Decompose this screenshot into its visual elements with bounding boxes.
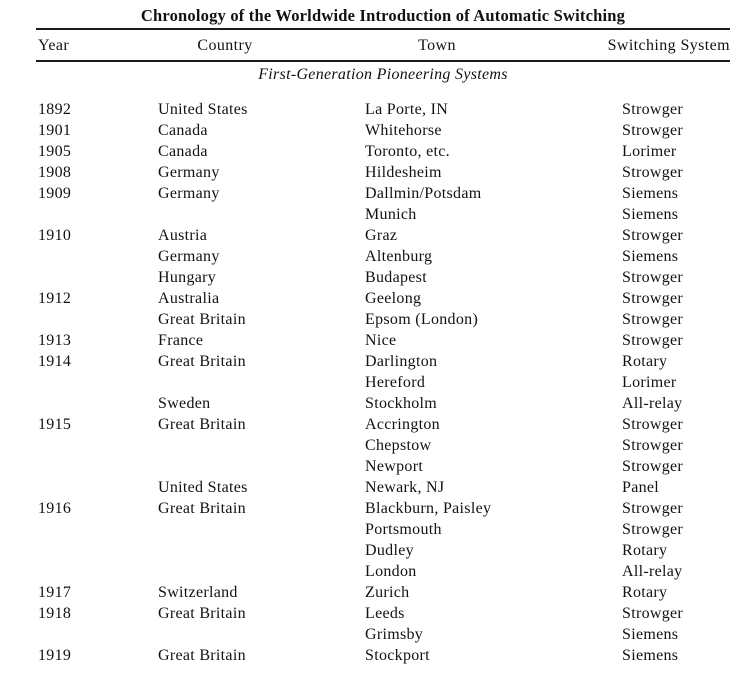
table-row bbox=[38, 582, 730, 603]
town-cell: Hereford bbox=[365, 374, 426, 391]
year-cell: 1915 bbox=[38, 416, 72, 433]
table-row bbox=[38, 645, 730, 666]
table-row bbox=[38, 519, 730, 540]
year-cell: 1910 bbox=[38, 227, 72, 244]
town-cell: Newport bbox=[365, 458, 424, 475]
chronology-table bbox=[36, 0, 730, 689]
table-row bbox=[38, 99, 730, 120]
country-cell: Canada bbox=[158, 122, 208, 139]
country-cell bbox=[158, 540, 365, 561]
town-cell: Dallmin/Potsdam bbox=[365, 185, 482, 202]
town-cell: Blackburn, Paisley bbox=[365, 500, 492, 517]
country-cell bbox=[158, 561, 365, 582]
system-cell: Strowger bbox=[622, 416, 684, 433]
column-header-country: Country bbox=[197, 37, 253, 54]
table-row bbox=[38, 498, 730, 519]
town-cell: Zurich bbox=[365, 584, 410, 601]
system-cell: Strowger bbox=[622, 269, 684, 286]
table-row bbox=[38, 162, 730, 183]
system-cell: Strowger bbox=[622, 605, 684, 622]
country-cell: Great Britain bbox=[158, 353, 246, 370]
town-cell: Graz bbox=[365, 227, 398, 244]
town-cell: Geelong bbox=[365, 290, 422, 307]
town-cell: Nice bbox=[365, 332, 397, 349]
year-cell: 1901 bbox=[38, 122, 72, 139]
country-cell: Canada bbox=[158, 143, 208, 160]
country-cell: France bbox=[158, 332, 204, 349]
system-cell: Strowger bbox=[622, 101, 684, 118]
town-cell: Stockport bbox=[365, 647, 430, 664]
town-cell: La Porte, IN bbox=[365, 101, 449, 118]
system-cell: Rotary bbox=[622, 584, 668, 601]
year-cell bbox=[38, 456, 158, 477]
year-cell bbox=[38, 372, 158, 393]
table-row bbox=[38, 540, 730, 561]
system-cell: Lorimer bbox=[622, 374, 677, 391]
country-cell bbox=[158, 456, 365, 477]
system-cell: Lorimer bbox=[622, 143, 677, 160]
year-cell bbox=[38, 435, 158, 456]
table-row bbox=[38, 309, 730, 330]
system-cell: Strowger bbox=[622, 332, 684, 349]
table-row bbox=[38, 624, 730, 645]
column-header-switching-system: Switching System bbox=[607, 37, 730, 54]
table-row bbox=[38, 330, 730, 351]
country-cell: Austria bbox=[158, 227, 208, 244]
system-cell: Siemens bbox=[622, 626, 679, 643]
town-cell: Darlington bbox=[365, 353, 438, 370]
country-cell: Australia bbox=[158, 290, 220, 307]
system-cell: Siemens bbox=[622, 185, 679, 202]
town-cell: London bbox=[365, 563, 417, 580]
year-cell bbox=[38, 519, 158, 540]
country-cell bbox=[158, 624, 365, 645]
country-cell bbox=[158, 204, 365, 225]
year-cell: 1908 bbox=[38, 164, 72, 181]
column-header-town: Town bbox=[418, 37, 456, 54]
top-rule bbox=[36, 28, 730, 30]
table-row bbox=[38, 372, 730, 393]
year-cell: 1909 bbox=[38, 185, 72, 202]
table-row bbox=[38, 225, 730, 246]
town-cell: Epsom (London) bbox=[365, 311, 479, 328]
table-title: Chronology of the Worldwide Introduction of Automatic Switching bbox=[140, 6, 626, 25]
table-row bbox=[38, 183, 730, 204]
country-cell: Great Britain bbox=[158, 647, 246, 664]
table-row bbox=[38, 477, 730, 498]
table-row bbox=[38, 246, 730, 267]
country-cell: Great Britain bbox=[158, 416, 246, 433]
system-cell: Strowger bbox=[622, 290, 684, 307]
year-cell bbox=[38, 246, 158, 267]
system-cell: Strowger bbox=[622, 521, 684, 538]
town-cell: Whitehorse bbox=[365, 122, 442, 139]
system-cell: All-relay bbox=[622, 563, 683, 580]
country-cell: Germany bbox=[158, 164, 220, 181]
country-cell: Hungary bbox=[158, 269, 217, 286]
column-header-year: Year bbox=[38, 37, 70, 54]
year-cell: 1913 bbox=[38, 332, 72, 349]
system-cell: Strowger bbox=[622, 227, 684, 244]
table-row bbox=[38, 120, 730, 141]
table-body bbox=[38, 99, 730, 666]
system-cell: Siemens bbox=[622, 248, 679, 265]
town-cell: Stockholm bbox=[365, 395, 438, 412]
year-cell: 1918 bbox=[38, 605, 72, 622]
system-cell: Rotary bbox=[622, 353, 668, 370]
table-row bbox=[38, 288, 730, 309]
year-cell bbox=[38, 267, 158, 288]
country-cell: United States bbox=[158, 479, 248, 496]
table-row bbox=[38, 267, 730, 288]
town-cell: Portsmouth bbox=[365, 521, 442, 538]
table-row bbox=[38, 414, 730, 435]
town-cell: Altenburg bbox=[365, 248, 433, 265]
year-cell: 1914 bbox=[38, 353, 72, 370]
table-row bbox=[38, 141, 730, 162]
system-cell: Siemens bbox=[622, 647, 679, 664]
header-rule bbox=[36, 60, 730, 62]
system-cell: Panel bbox=[622, 479, 660, 496]
country-cell bbox=[158, 435, 365, 456]
town-cell: Chepstow bbox=[365, 437, 432, 454]
table-row bbox=[38, 204, 730, 225]
year-cell: 1892 bbox=[38, 101, 72, 118]
table-row bbox=[38, 351, 730, 372]
country-cell: Germany bbox=[158, 248, 220, 265]
table-row bbox=[38, 603, 730, 624]
year-cell bbox=[38, 393, 158, 414]
year-cell: 1912 bbox=[38, 290, 72, 307]
town-cell: Grimsby bbox=[365, 626, 424, 643]
year-cell bbox=[38, 477, 158, 498]
table-row bbox=[38, 435, 730, 456]
town-cell: Budapest bbox=[365, 269, 427, 286]
town-cell: Dudley bbox=[365, 542, 414, 559]
system-cell: Rotary bbox=[622, 542, 668, 559]
country-cell: Great Britain bbox=[158, 605, 246, 622]
town-cell: Hildesheim bbox=[365, 164, 442, 181]
year-cell: 1917 bbox=[38, 584, 72, 601]
system-cell: All-relay bbox=[622, 395, 683, 412]
country-cell: Great Britain bbox=[158, 311, 246, 328]
year-cell: 1916 bbox=[38, 500, 72, 517]
system-cell: Strowger bbox=[622, 458, 684, 475]
year-cell: 1919 bbox=[38, 647, 72, 664]
system-cell: Strowger bbox=[622, 164, 684, 181]
table-row bbox=[38, 561, 730, 582]
year-cell bbox=[38, 561, 158, 582]
column-header-row bbox=[36, 35, 730, 57]
system-cell: Strowger bbox=[622, 437, 684, 454]
year-cell: 1905 bbox=[38, 143, 72, 160]
system-cell: Strowger bbox=[622, 500, 684, 517]
system-cell: Siemens bbox=[622, 206, 679, 223]
table-row bbox=[38, 456, 730, 477]
country-cell: United States bbox=[158, 101, 248, 118]
year-cell bbox=[38, 204, 158, 225]
town-cell: Leeds bbox=[365, 605, 405, 622]
country-cell: Switzerland bbox=[158, 584, 238, 601]
table-row bbox=[38, 393, 730, 414]
year-cell bbox=[38, 624, 158, 645]
town-cell: Accrington bbox=[365, 416, 440, 433]
town-cell: Munich bbox=[365, 206, 417, 223]
town-cell: Newark, NJ bbox=[365, 479, 445, 496]
town-cell: Toronto, etc. bbox=[365, 143, 450, 160]
country-cell: Great Britain bbox=[158, 500, 246, 517]
country-cell: Germany bbox=[158, 185, 220, 202]
year-cell bbox=[38, 540, 158, 561]
year-cell bbox=[38, 309, 158, 330]
system-cell: Strowger bbox=[622, 311, 684, 328]
country-cell bbox=[158, 372, 365, 393]
section-heading: First-Generation Pioneering Systems bbox=[258, 66, 508, 83]
country-cell: Sweden bbox=[158, 395, 211, 412]
country-cell bbox=[158, 519, 365, 540]
system-cell: Strowger bbox=[622, 122, 684, 139]
